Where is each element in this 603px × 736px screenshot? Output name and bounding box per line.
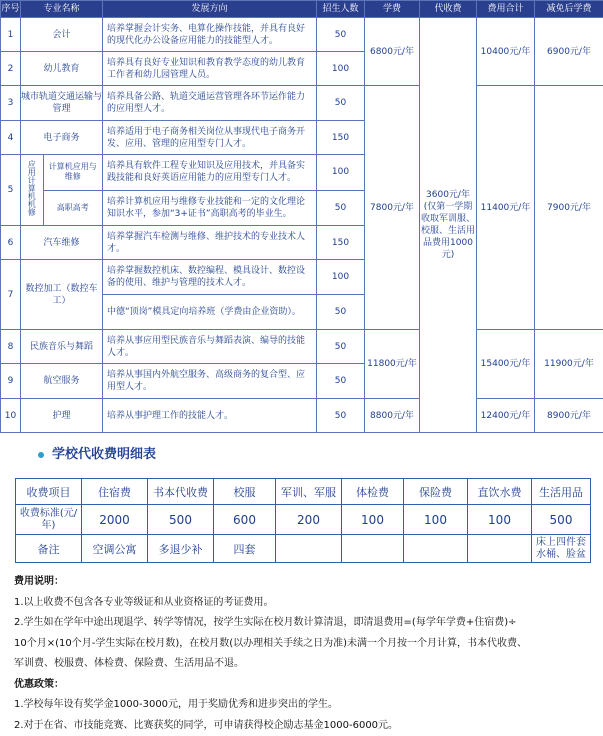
tuition-cell: 8800元/年 bbox=[365, 399, 420, 433]
agency-fee-cell: 3600元/年(仅第一学期收取军训服、校服、生活用品费用1000元) bbox=[420, 18, 477, 433]
major-description: 培养具备公路、轨道交通运营管理各环节运作能力的应用型人才。 bbox=[103, 86, 317, 121]
policy-line: 1.学校每年设有奖学金1000-3000元，用于奖励优秀和进步突出的学生。 bbox=[14, 695, 599, 716]
agency-header-cell: 保险费 bbox=[404, 479, 468, 505]
standard-value: 500 bbox=[148, 505, 214, 535]
row-number: 9 bbox=[1, 364, 21, 399]
major-description: 培养掌握会计实务、电算化操作技能，并具有良好的现代化办公设备应用能力的技能型人才。 bbox=[103, 18, 317, 52]
standard-value: 100 bbox=[342, 505, 404, 535]
header-cell: 招生人数 bbox=[317, 1, 365, 18]
enrollment-count: 150 bbox=[317, 121, 365, 155]
standard-label: 收费标准(元/年) bbox=[16, 505, 82, 535]
major-description: 培养适用于电子商务相关岗位从事现代电子商务开发、应用、管理的应用型专门人才。 bbox=[103, 121, 317, 155]
remark-value bbox=[276, 535, 342, 563]
remark-value: 空调公寓 bbox=[82, 535, 148, 563]
fee-note-line: 1.以上收费不包含各专业等级证和从业资格证的考证费用。 bbox=[14, 593, 599, 614]
bullet-icon bbox=[38, 452, 44, 458]
standard-value: 600 bbox=[214, 505, 276, 535]
major-name-split bbox=[21, 155, 103, 226]
major-description: 培养从事护理工作的技能人才。 bbox=[103, 399, 317, 433]
major-name: 汽车维修 bbox=[21, 226, 103, 260]
remark-value bbox=[468, 535, 532, 563]
section-title bbox=[38, 443, 156, 462]
major-description: 培养具有良好专业知识和教育教学态度的幼儿教育工作者和幼儿园管理人员。 bbox=[103, 52, 317, 86]
row-number: 1 bbox=[1, 18, 21, 52]
table-row bbox=[1, 18, 603, 52]
remark-value: 多退少补 bbox=[148, 535, 214, 563]
total-fee-cell: 10400元/年 bbox=[477, 18, 535, 86]
major-name: 城市轨道交通运输与管理 bbox=[21, 86, 103, 121]
enrollment-count: 50 bbox=[317, 190, 365, 226]
standard-value: 2000 bbox=[82, 505, 148, 535]
major-description: 培养计算机应用与维修专业技能和一定的文化理论知识水平，参加“3+证书”高职高考的毕业生。 bbox=[103, 190, 317, 226]
major-name: 幼儿教育 bbox=[21, 52, 103, 86]
section-title-text: 学校代收费明细表 bbox=[52, 447, 156, 462]
major-description: 培养具有软件工程专业知识及应用技术，并具备实践技能和良好英语应用能力的应用型专门人才。 bbox=[103, 155, 317, 191]
policy-title: 优惠政策： bbox=[14, 675, 599, 696]
major-name: 电子商务 bbox=[21, 121, 103, 155]
table-row bbox=[1, 399, 603, 433]
agency-header-cell: 书本代收费 bbox=[148, 479, 214, 505]
header-cell: 专业名称 bbox=[21, 1, 103, 18]
policy-line: 2.对于在省、市技能竞赛、比赛获奖的同学，可申请获得校企励志基金1000-6000元。 bbox=[14, 716, 599, 736]
major-name: 护理 bbox=[21, 399, 103, 433]
row-number: 10 bbox=[1, 399, 21, 433]
major-name: 数控加工（数控车工） bbox=[21, 260, 103, 330]
row-number: 4 bbox=[1, 121, 21, 155]
enrollment-count: 50 bbox=[317, 86, 365, 121]
major-name-vertical: 应用计算机机修 bbox=[27, 160, 36, 216]
total-fee-cell: 11400元/年 bbox=[477, 86, 535, 330]
major-description: 培养掌握数控机床、数控编程、模具设计、数控设备的使用、维护与管理的技术人才。 bbox=[103, 260, 317, 295]
agency-fee-table bbox=[15, 478, 591, 563]
major-description: 中德“顶岗”模具定向培养班（学费由企业资助）。 bbox=[103, 295, 317, 330]
notes-section bbox=[14, 572, 599, 736]
agency-header-cell: 军训、军服 bbox=[276, 479, 342, 505]
major-subtable bbox=[21, 155, 102, 225]
enrollment-count: 50 bbox=[317, 330, 365, 364]
header-cell: 减免后学费 bbox=[535, 1, 603, 18]
table-row bbox=[1, 86, 603, 121]
agency-remark-row bbox=[16, 535, 591, 563]
major-name: 会计 bbox=[21, 18, 103, 52]
enrollment-count: 100 bbox=[317, 52, 365, 86]
sub-major-name: 高职高考 bbox=[43, 190, 102, 225]
row-number: 6 bbox=[1, 226, 21, 260]
agency-header-cell: 住宿费 bbox=[82, 479, 148, 505]
reduced-tuition-cell: 11900元/年 bbox=[535, 330, 603, 399]
major-description: 培养从事应用型民族音乐与舞蹈表演、编导的技能人才。 bbox=[103, 330, 317, 364]
agency-header-cell: 生活用品 bbox=[532, 479, 591, 505]
remark-value bbox=[404, 535, 468, 563]
header-cell: 代收费 bbox=[420, 1, 477, 18]
enrollment-count: 50 bbox=[317, 295, 365, 330]
row-number: 2 bbox=[1, 52, 21, 86]
enrollment-count: 50 bbox=[317, 18, 365, 52]
total-fee-cell: 12400元/年 bbox=[477, 399, 535, 433]
agency-header-row bbox=[16, 479, 591, 505]
standard-value: 100 bbox=[468, 505, 532, 535]
fee-notes-title: 费用说明： bbox=[14, 572, 599, 593]
major-name bbox=[21, 155, 43, 225]
standard-value: 200 bbox=[276, 505, 342, 535]
row-number: 5 bbox=[1, 155, 21, 226]
major-description: 培养从事国内外航空服务、高级商务的复合型、应用型人才。 bbox=[103, 364, 317, 399]
fee-table-header bbox=[1, 1, 603, 18]
remark-value bbox=[342, 535, 404, 563]
standard-value: 100 bbox=[404, 505, 468, 535]
fee-note-line: 10个月×(10个月-学生实际在校月数)，在校月数(以办理相关手续之日为准)未满一个月按一个月计算，书本代收费、 bbox=[14, 634, 599, 655]
agency-header-cell: 体检费 bbox=[342, 479, 404, 505]
agency-header-cell: 收费项目 bbox=[16, 479, 82, 505]
row-number: 3 bbox=[1, 86, 21, 121]
table-row bbox=[1, 330, 603, 364]
reduced-tuition-cell: 6900元/年 bbox=[535, 18, 603, 86]
row-number: 7 bbox=[1, 260, 21, 330]
tuition-cell: 6800元/年 bbox=[365, 18, 420, 86]
enrollment-count: 100 bbox=[317, 260, 365, 295]
reduced-tuition-cell: 8900元/年 bbox=[535, 399, 603, 433]
major-description: 培养掌握汽车检测与维修、维护技术的专业技术人才。 bbox=[103, 226, 317, 260]
sub-major-name: 计算机应用与维修 bbox=[43, 155, 102, 190]
remark-value: 四套 bbox=[214, 535, 276, 563]
standard-value: 500 bbox=[532, 505, 591, 535]
agency-standard-row bbox=[16, 505, 591, 535]
tuition-cell: 11800元/年 bbox=[365, 330, 420, 399]
remark-value: 床上四件套水桶、脸盆 bbox=[532, 535, 591, 563]
fee-note-line: 军训费、校服费、体检费、保险费、生活用品不退。 bbox=[14, 654, 599, 675]
header-cell: 序号 bbox=[1, 1, 21, 18]
major-name: 航空服务 bbox=[21, 364, 103, 399]
header-cell: 费用合计 bbox=[477, 1, 535, 18]
enrollment-count: 50 bbox=[317, 399, 365, 433]
row-number: 8 bbox=[1, 330, 21, 364]
agency-header-cell: 直饮水费 bbox=[468, 479, 532, 505]
fee-note-line: 2.学生如在学年中途出现退学、转学等情况，按学生实际在校月数计算清退，即清退费用=(每学年学费+住宿费)÷ bbox=[14, 613, 599, 634]
enrollment-count: 50 bbox=[317, 364, 365, 399]
enrollment-count: 100 bbox=[317, 155, 365, 191]
major-name: 民族音乐与舞蹈 bbox=[21, 330, 103, 364]
total-fee-cell: 15400元/年 bbox=[477, 330, 535, 399]
header-cell: 发展方向 bbox=[103, 1, 317, 18]
reduced-tuition-cell: 7900元/年 bbox=[535, 86, 603, 330]
enrollment-count: 150 bbox=[317, 226, 365, 260]
subtable-row bbox=[21, 155, 102, 190]
agency-header-cell: 校服 bbox=[214, 479, 276, 505]
tuition-cell: 7800元/年 bbox=[365, 86, 420, 330]
remark-label: 备注 bbox=[16, 535, 82, 563]
header-cell: 学费 bbox=[365, 1, 420, 18]
